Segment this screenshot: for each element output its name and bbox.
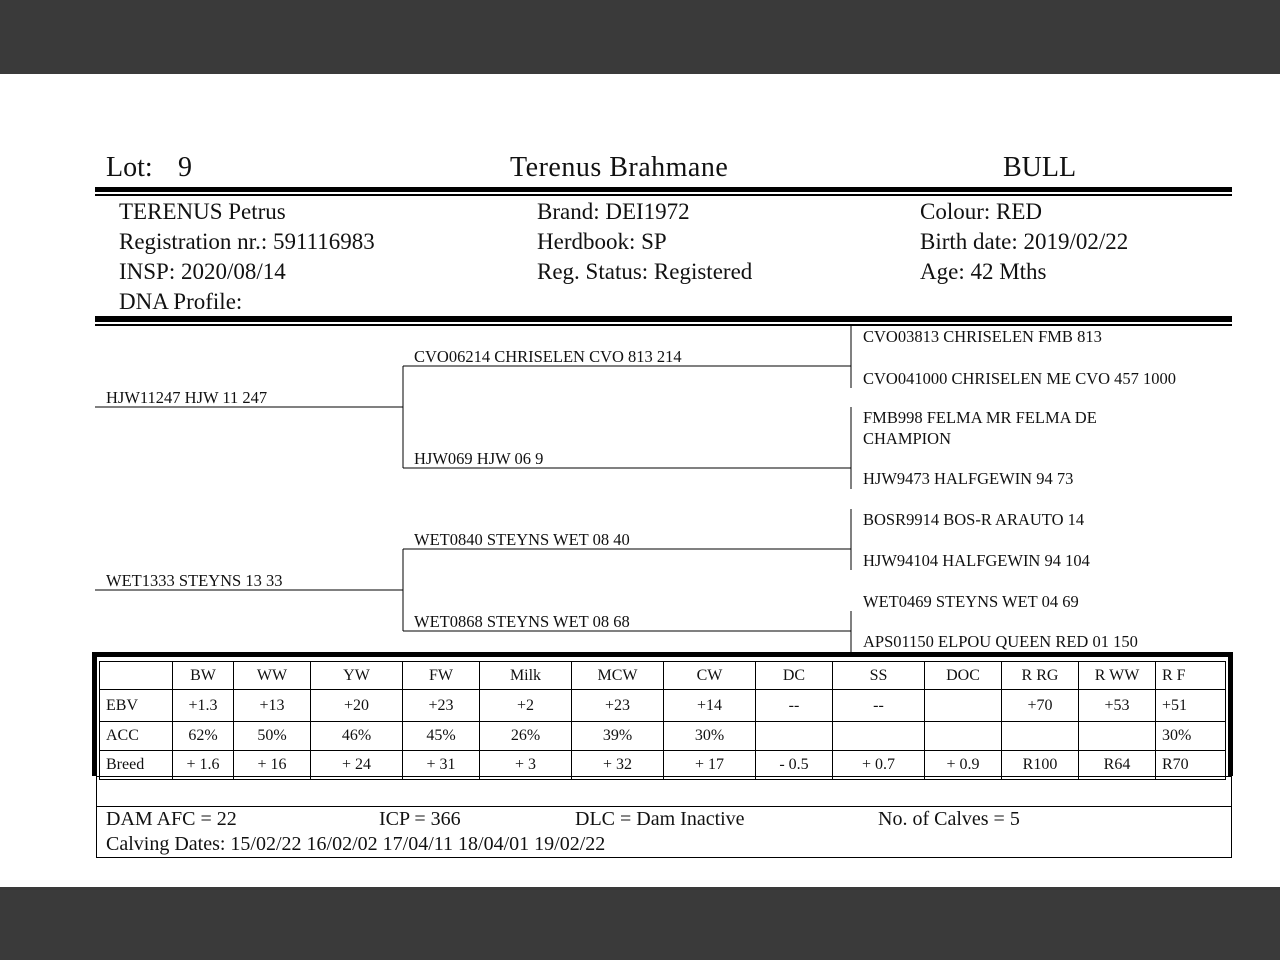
acc-cell: 62% xyxy=(173,722,234,751)
pedigree-dam-sire: WET0840 STEYNS WET 08 40 xyxy=(414,530,630,549)
acc-cell: 30% xyxy=(664,722,756,751)
ebv-table xyxy=(99,661,1226,780)
ebv-col-header: R WW xyxy=(1079,662,1156,690)
bottom-dark-band xyxy=(0,887,1280,960)
breed-row-label: Breed xyxy=(100,751,173,780)
ebv-col-header: WW xyxy=(234,662,311,690)
lot-label: Lot: xyxy=(106,152,153,183)
pedigree-sire-sire: CVO06214 CHRISELEN CVO 813 214 xyxy=(414,347,682,366)
brand: Brand: DEI1972 xyxy=(537,199,690,224)
lot-number: 9 xyxy=(178,152,192,183)
pedigree-ggp-8: APS01150 ELPOU QUEEN RED 01 150 xyxy=(863,632,1138,651)
ebv-cell: +14 xyxy=(664,690,756,722)
acc-cell xyxy=(756,722,833,751)
ebv-cell: -- xyxy=(833,690,925,722)
ebv-col-header: SS xyxy=(833,662,925,690)
breed-cell: + 3 xyxy=(480,751,572,780)
breed-cell: R70 xyxy=(1156,751,1226,780)
acc-cell: 45% xyxy=(403,722,480,751)
breed-cell: R64 xyxy=(1079,751,1156,780)
dam-calving-dates: Calving Dates: 15/02/22 16/02/02 17/04/11 18/04/01 19/02/22 xyxy=(106,833,606,855)
dam-afc: DAM AFC = 22 xyxy=(106,808,237,830)
breed-cell: + 0.9 xyxy=(925,751,1002,780)
ebv-col-header: CW xyxy=(664,662,756,690)
acc-cell xyxy=(833,722,925,751)
animal-name: TERENUS Petrus xyxy=(119,199,286,224)
birth-date: Birth date: 2019/02/22 xyxy=(920,229,1129,254)
pedigree-sire: HJW11247 HJW 11 247 xyxy=(106,388,268,407)
page-title: Terenus Brahmane xyxy=(510,152,729,183)
acc-row-label: ACC xyxy=(100,722,173,751)
breed-cell: + 0.7 xyxy=(833,751,925,780)
colour: Colour: RED xyxy=(920,199,1043,224)
acc-cell: 46% xyxy=(311,722,403,751)
pedigree-ggp-4: HJW9473 HALFGEWIN 94 73 xyxy=(863,469,1074,488)
ebv-col-header: MCW xyxy=(572,662,664,690)
pedigree-ggp-3-cont: CHAMPION xyxy=(863,429,952,448)
pedigree-dam-dam: WET0868 STEYNS WET 08 68 xyxy=(414,612,630,631)
inspection-date: INSP: 2020/08/14 xyxy=(119,259,286,284)
acc-cell: 30% xyxy=(1156,722,1226,751)
pedigree-ggp-1: CVO03813 CHRISELEN FMB 813 xyxy=(863,327,1102,346)
sale-catalogue-page xyxy=(0,74,1280,887)
dam-dlc: DLC = Dam Inactive xyxy=(575,808,745,830)
pedigree-sire-dam: HJW069 HJW 06 9 xyxy=(414,449,544,468)
ebv-cell: +23 xyxy=(572,690,664,722)
dna-profile: DNA Profile: xyxy=(119,289,243,314)
dam-info-divider xyxy=(96,806,1232,807)
pedigree-ggp-7: WET0469 STEYNS WET 04 69 xyxy=(863,592,1079,611)
acc-cell xyxy=(1079,722,1156,751)
breed-cell: + 17 xyxy=(664,751,756,780)
ebv-cell: +53 xyxy=(1079,690,1156,722)
ebv-cell: +13 xyxy=(234,690,311,722)
ebv-col-header: R F xyxy=(1156,662,1226,690)
breed-cell: + 24 xyxy=(311,751,403,780)
breed-cell: R100 xyxy=(1002,751,1079,780)
ebv-col-header: YW xyxy=(311,662,403,690)
ebv-col-header xyxy=(100,662,173,690)
ebv-row xyxy=(100,690,1226,722)
pedigree-ggp-3: FMB998 FELMA MR FELMA DE xyxy=(863,408,1097,427)
ebv-cell: +20 xyxy=(311,690,403,722)
top-dark-band xyxy=(0,0,1280,74)
age: Age: 42 Mths xyxy=(920,259,1047,284)
ebv-cell: +23 xyxy=(403,690,480,722)
ebv-col-header: FW xyxy=(403,662,480,690)
ebv-header-row xyxy=(100,662,1226,690)
ebv-cell: +70 xyxy=(1002,690,1079,722)
animal-category: BULL xyxy=(1003,152,1077,183)
registration-number: Registration nr.: 591116983 xyxy=(119,229,375,254)
ebv-cell: +51 xyxy=(1156,690,1226,722)
ebv-col-header: R RG xyxy=(1002,662,1079,690)
ebv-cell: +1.3 xyxy=(173,690,234,722)
acc-cell xyxy=(1002,722,1079,751)
acc-row xyxy=(100,722,1226,751)
herdbook: Herdbook: SP xyxy=(537,229,667,254)
breed-cell: + 32 xyxy=(572,751,664,780)
registration-status: Reg. Status: Registered xyxy=(537,259,753,284)
pedigree-dam: WET1333 STEYNS 13 33 xyxy=(106,571,283,590)
pedigree-ggp-5: BOSR9914 BOS-R ARAUTO 14 xyxy=(863,510,1085,529)
ebv-cell: -- xyxy=(756,690,833,722)
pedigree-ggp-2: CVO041000 CHRISELEN ME CVO 457 1000 xyxy=(863,369,1177,388)
ebv-col-header: DOC xyxy=(925,662,1002,690)
ebv-row-label: EBV xyxy=(100,690,173,722)
breed-cell: + 31 xyxy=(403,751,480,780)
breed-cell: + 16 xyxy=(234,751,311,780)
dam-calves-count: No. of Calves = 5 xyxy=(878,808,1020,830)
acc-cell: 50% xyxy=(234,722,311,751)
acc-cell: 26% xyxy=(480,722,572,751)
acc-cell: 39% xyxy=(572,722,664,751)
ebv-cell xyxy=(925,690,1002,722)
ebv-cell: +2 xyxy=(480,690,572,722)
breed-cell: - 0.5 xyxy=(756,751,833,780)
breed-cell: + 1.6 xyxy=(173,751,234,780)
dam-icp: ICP = 366 xyxy=(379,808,461,830)
pedigree-ggp-6: HJW94104 HALFGEWIN 94 104 xyxy=(863,551,1090,570)
ebv-col-header: Milk xyxy=(480,662,572,690)
ebv-col-header: BW xyxy=(173,662,234,690)
acc-cell xyxy=(925,722,1002,751)
ebv-col-header: DC xyxy=(756,662,833,690)
